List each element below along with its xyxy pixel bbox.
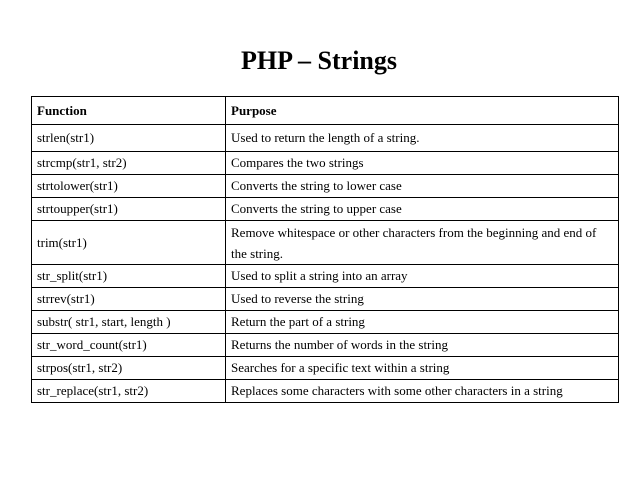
header-purpose: Purpose xyxy=(226,97,619,125)
table-row xyxy=(32,198,619,221)
table-header-row xyxy=(32,97,619,125)
purpose-cell: Converts the string to lower case xyxy=(226,175,619,198)
function-cell: str_split(str1) xyxy=(32,265,226,288)
table-row xyxy=(32,221,619,265)
function-cell: strtoupper(str1) xyxy=(32,198,226,221)
purpose-cell: Used to split a string into an array xyxy=(226,265,619,288)
table-row xyxy=(32,265,619,288)
purpose-cell: Used to return the length of a string. xyxy=(226,125,619,152)
function-cell: str_replace(str1, str2) xyxy=(32,380,226,403)
header-function: Function xyxy=(32,97,226,125)
table-row xyxy=(32,152,619,175)
table-row xyxy=(32,380,619,403)
function-cell: trim(str1) xyxy=(32,221,226,265)
function-cell: strrev(str1) xyxy=(32,288,226,311)
function-cell: strcmp(str1, str2) xyxy=(32,152,226,175)
purpose-cell: Used to reverse the string xyxy=(226,288,619,311)
function-cell: strtolower(str1) xyxy=(32,175,226,198)
purpose-cell: Returns the number of words in the string xyxy=(226,334,619,357)
table-row xyxy=(32,175,619,198)
purpose-cell: Remove whitespace or other characters from the beginning and end of the string. xyxy=(226,221,619,265)
function-cell: strlen(str1) xyxy=(32,125,226,152)
table-row xyxy=(32,125,619,152)
functions-table xyxy=(31,96,619,403)
function-cell: strpos(str1, str2) xyxy=(32,357,226,380)
purpose-cell: Compares the two strings xyxy=(226,152,619,175)
table-row xyxy=(32,334,619,357)
purpose-cell: Replaces some characters with some other characters in a string xyxy=(226,380,619,403)
table-row xyxy=(32,288,619,311)
purpose-cell: Searches for a specific text within a string xyxy=(226,357,619,380)
page-title: PHP – Strings xyxy=(240,46,397,75)
table-row xyxy=(32,357,619,380)
function-cell: substr( str1, start, length ) xyxy=(32,311,226,334)
purpose-cell: Return the part of a string xyxy=(226,311,619,334)
table-row xyxy=(32,311,619,334)
purpose-cell: Converts the string to upper case xyxy=(226,198,619,221)
function-cell: str_word_count(str1) xyxy=(32,334,226,357)
